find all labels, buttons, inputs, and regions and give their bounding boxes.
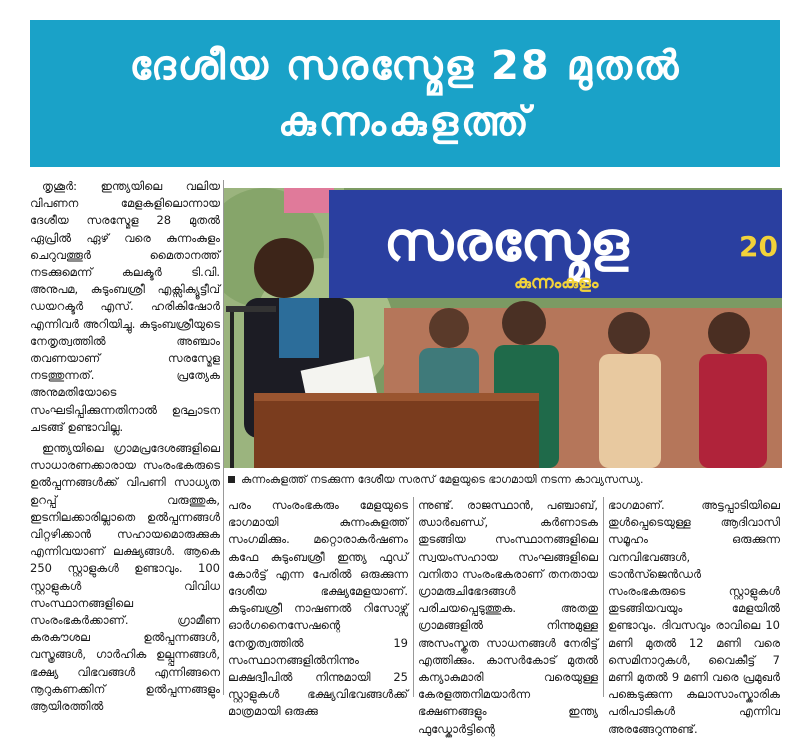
article-column-1 [30,178,220,715]
banner-subtitle: കുന്നംകുളം [514,272,599,293]
column-divider [603,497,604,697]
article-paragraph: പരം സംരംഭകരും മേളയുടെ ഭാഗമായി കുന്നംകുളത്ത് സംഗമിക്കും. മറ്റൊരാകർഷണം കഫേ കുടുംബശ്രീ ഇന്ത്യ ഫുഡ് കോർട്ട് എന്ന പേരിൽ ഒരുക്കുന്ന ദേശീയ ഭക്ഷ്യമേളയാണ്. കുടുംബശ്രീ നാഷണൽ റിസോഴ്സ് ഓർഗനൈസേഷന്റെ നേതൃത്വത്തിൽ 19 സംസ്ഥാനങ്ങളിൽനിന്നും ലക്ഷദ്വീപിൽ നിന്നുമായി 25 സ്റ്റാളുകൾ ഭക്ഷ്യവിഭവങ്ങൾക്ക് മാത്രമായി ഒരുക്കു [228,498,408,719]
headline-line-1: ദേശീയ സരസ്മേള 28 മുതൽ [129,42,681,89]
column-divider [413,497,414,697]
article-paragraph: ഇന്ത്യയിലെ ഗ്രാമപ്രദേശങ്ങളിലെ സാധാരണക്കാരായ സംരംഭകരുടെ ഉൽപ്പന്നങ്ങൾക്ക് വിപണി സാധ്യത ഉറപ്പ് വരുത്തുക, ഇടനിലക്കാരില്ലാതെ ഉൽപ്പന്നങ്ങൾ വിറ്റഴിക്കാൻ സഹായമൊരുക്കുക എന്നിവയാണ് ലക്ഷ്യങ്ങൾ. ആകെ 250 സ്റ്റാളുകൾ ഉണ്ടാവും. 100 സ്റ്റാളുകൾ വിവിധ സംസ്ഥാനങ്ങളിലെ സംരംഭകർക്കാണ്. ഗ്രാമീണ കരകൗശല ഉൽപ്പന്നങ്ങൾ, വസ്ത്രങ്ങൾ, ഗാർഹിക ഉല്പ്പന്നങ്ങൾ, ഭക്ഷ്യ വിഭവങ്ങൾ എന്നിങ്ങനെ നൂറുകണക്കിന് ഉൽപ്പന്നങ്ങളും ആയിരത്തിൽ [30,441,220,714]
photo-caption [224,470,782,490]
article-paragraph: ഭാഗമാണ്. അട്ടപ്പാടിയിലെ തുൾപ്പെടെയുള്ള ആദിവാസി സമൂഹം ഒരുക്കുന്ന വനവിഭവങ്ങൾ, ട്രാൻസ്ജെൻഡർ സംരംഭകരുടെ സ്റ്റാളുകൾ തുടങ്ങിയവയും മേളയിൽ ഉണ്ടാവും. ദിവസവും രാവിലെ 10 മണി മുതൽ 12 മണി വരെ സെമിനാറുകൾ, വൈകീട്ട് 7 മണി മുതൽ 9 മണി വരെ പ്രമുഖർ പങ്കെടുക്കുന്ന കലാസാംസ്കാരിക പരിപാടികൾ എന്നിവ അരങ്ങേറുന്നുണ്ട്. [608,498,780,736]
article-column-2 [228,497,408,721]
article-column-4 [608,497,780,738]
banner-year: 20 [739,230,778,263]
event-photo [224,188,782,468]
article-paragraph: തൃശൂർ: ഇന്ത്യയിലെ വലിയ വിപണന മേളകളിലൊന്നായ ദേശീയ സരസ്മേള 28 മുതൽ ഏപ്രിൽ ഏഴ് വരെ കുന്നംകുളം ചെറുവത്തൂർ മൈതാനത്ത് നടക്കുമെന്ന് കലക്ടർ ടി.വി. അനുപമ, കുടുംബശ്രീ എക്സിക്യൂട്ടീവ് ഡയറക്ടർ എസ്. ഹരികിഷോർ എന്നിവർ അറിയിച്ചു. കുടുംബശ്രീയുടെ നേതൃത്വത്തിൽ അഞ്ചാം തവണയാണ് സരസ്മേള നടത്തുന്നത്. പ്രത്യേക അനുമതിയോടെ സംഘടിപ്പിക്കുന്നതിനാൽ ഉദ്ഘാടന ചടങ്ങ് ഉണ്ടാവില്ല. [30,179,220,434]
caption-bullet [228,476,235,483]
banner-title: സരസ്മേള [384,210,629,273]
headline-line-2: കുന്നംകുളത്ത് [278,98,532,145]
headline-box [30,20,780,167]
article-column-3 [418,497,598,738]
caption-text: കുന്നംകുളത്ത് നടക്കുന്ന ദേശീയ സരസ് മേളയുടെ ഭാഗമായി നടന്ന കാവ്യസന്ധ്യ. [241,473,644,486]
podium [254,393,539,468]
article-paragraph: ന്നുണ്ട്. രാജസ്ഥാൻ, പഞ്ചാബ്, ഝാർഖണ്ഡ്, കർണാടക തുടങ്ങിയ സംസ്ഥാനങ്ങളിലെ സ്വയംസഹായ സംഘങ്ങളിലെ വനിതാ സംരംഭകരാണ് തനതായ ഗ്രാമരുചിഭേദങ്ങൾ പരിചയപ്പെടുത്തുക. അതതു ഗ്രാമങ്ങളിൽ നിന്നുമുള്ള അസംസ്കൃത സാധനങ്ങൾ നേരിട്ട് എത്തിക്കും. കാസർകോട് മുതൽ കന്യാകുമാരി വരെയുള്ള കേരളത്തനിമയാർന്ന ഭക്ഷണങ്ങളും ഇന്ത്യ ഫുഡ്കോർട്ടിന്റെ [418,498,598,736]
